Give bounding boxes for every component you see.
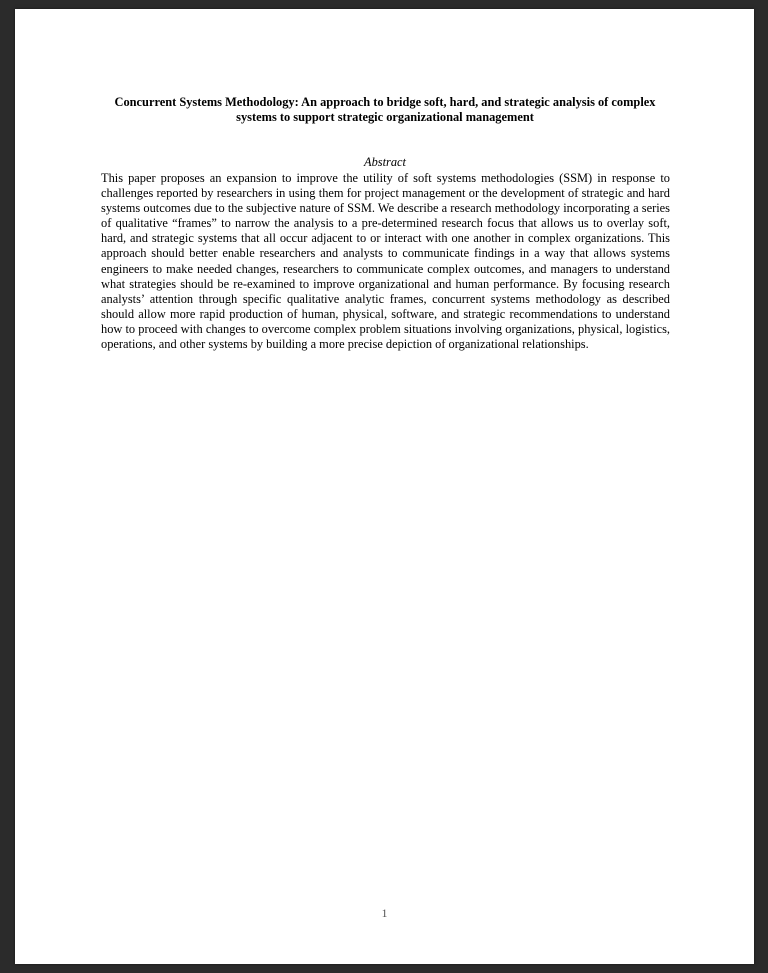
page-number: 1 [381,906,388,920]
abstract-heading: Abstract [364,155,406,169]
document-page [15,9,754,964]
abstract-body: This paper proposes an expansion to improve the utility of soft systems methodologies (SSM) in response to challenges reported by researchers in using them for project management or the development of strategic and hard systems outcomes due to the subjective nature of SSM. We describe a research methodology incorporating a series of qualitative “frames” to narrow the analysis to a pre-determined research focus that allows us to overlay soft, hard, and strategic systems that all occur adjacent to or interact with one another in complex organizations. This approach should better enable researchers and analysts to communicate findings in a way that allows systems engineers to make needed changes, researchers to communicate complex outcomes, and managers to understand what strategies should be re-examined to improve organizational and human performance. By focusing research analysts’ attention through specific qualitative analytic frames, concurrent systems methodology as described should allow more rapid production of human, physical, software, and strategic recommendations to understand how to proceed with changes to overcome complex problem situations involving organizations, physical, logistics, operations, and other systems by building a more precise depiction of organizational relationships. [101,171,670,352]
paper-title: Concurrent Systems Methodology: An approach to bridge soft, hard, and strategic analysis of complex systems to support strategic organizational management [114,95,656,124]
